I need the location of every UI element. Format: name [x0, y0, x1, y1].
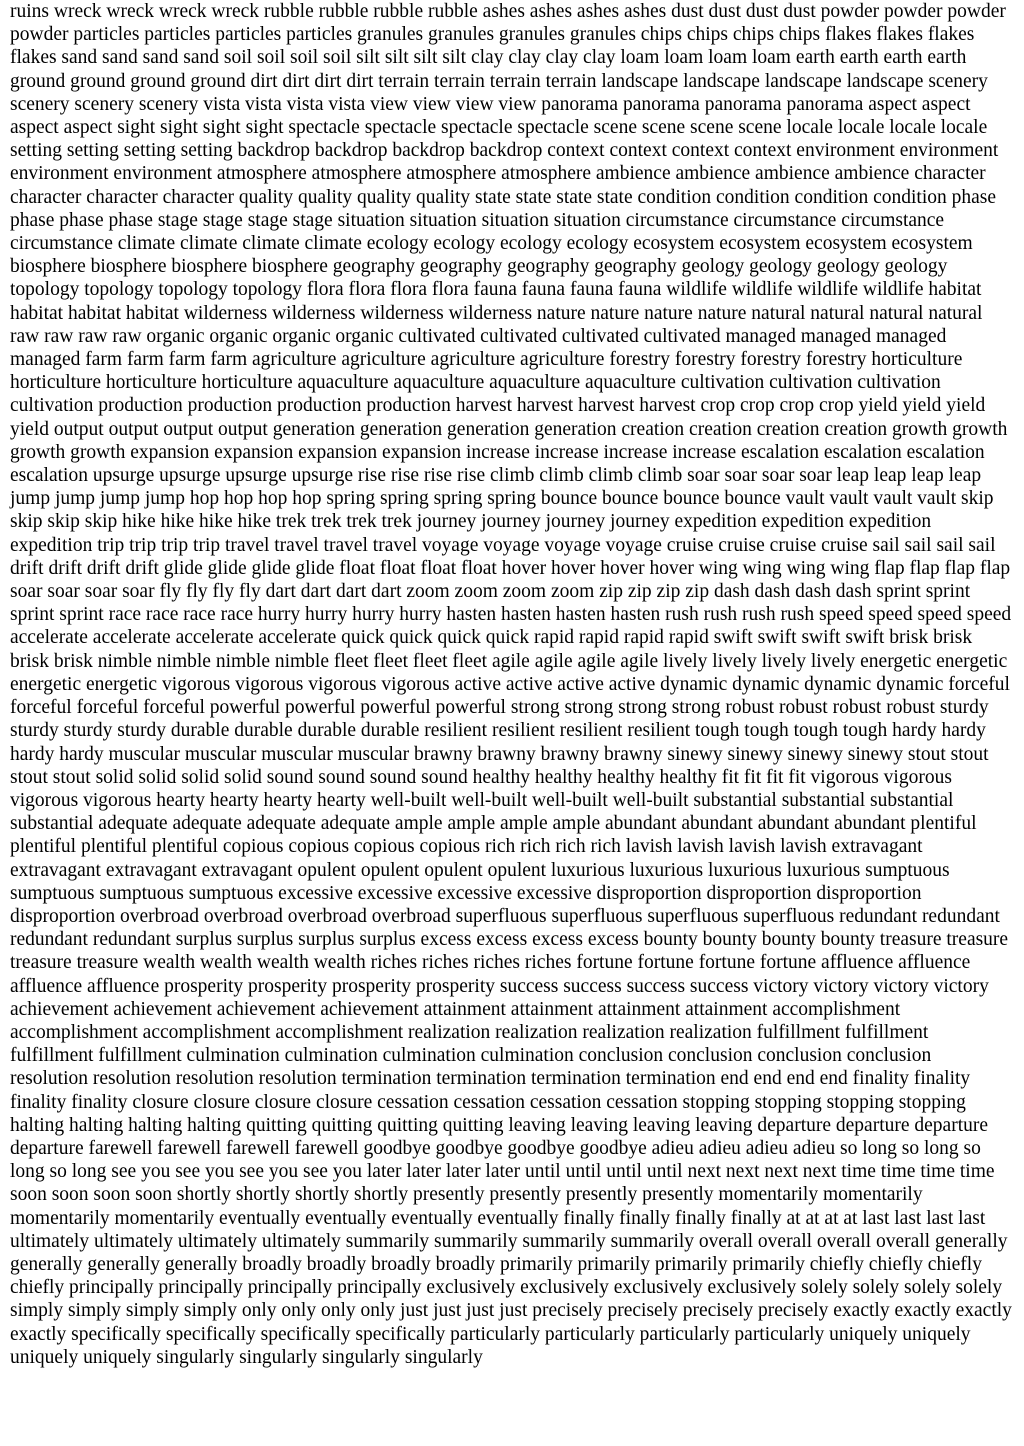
body-text: ruins wreck wreck wreck wreck rubble rubble rubble rubble ashes ashes ashes ashes dust dust dust dust powder powder powder powder particles particles particles particles granules granules granules granules chips chips chips chips flakes flakes flakes flakes sand sand sand sand soil soil soil soil silt silt silt silt clay clay clay clay loam loam loam loam earth earth earth earth ground ground ground ground dirt dirt dirt dirt terrain terrain terrain terrain landscape landscape landscape landscape scenery scenery scenery scenery vista vista vista vista view view view view panorama panorama panorama panorama aspect aspect aspect aspect sight sight sight sight spectacle spectacle spectacle spectacle scene scene scene scene locale locale locale locale setting setting setting setting backdrop backdrop backdrop backdrop context context context context environment environment environment environment atmosphere atmosphere atmosphere atmosphere ambience ambience ambience ambience character character character character quality quality quality quality state state state state condition condition condition condition phase phase phase phase stage stage stage stage situation situation situation situation circumstance circumstance circumstance circumstance climate climate climate climate ecology ecology ecology ecology ecosystem ecosystem ecosystem ecosystem biosphere biosphere biosphere biosphere geography geography geography geography geology geology geology geology topology topology topology topology flora flora flora flora fauna fauna fauna fauna wildlife wildlife wildlife wildlife habitat habitat habitat habitat wilderness wilderness wilderness wilderness nature nature nature nature natural natural natural natural raw raw raw raw organic organic organic organic cultivated cultivated cultivated cultivated managed managed managed managed farm farm farm farm agriculture agriculture agriculture agriculture forestry forestry forestry forestry horticulture horticulture horticulture horticulture aquaculture aquaculture aquaculture aquaculture cultivation cultivation cultivation cultivation production production production production harvest harvest harvest harvest crop crop crop crop yield yield yield yield output output output output generation generation generation generation creation creation creation creation growth growth growth growth expansion expansion expansion expansion increase increase increase increase escalation escalation escalation escalation upsurge upsurge upsurge upsurge rise rise rise rise climb climb climb climb soar soar soar soar leap leap leap leap jump jump jump jump hop hop hop hop spring spring spring spring bounce bounce bounce bounce vault vault vault vault skip skip skip skip hike hike hike hike trek trek trek trek journey journey journey journey expedition expedition expedition expedition trip trip trip trip travel travel travel travel voyage voyage voyage voyage cruise cruise cruise cruise sail sail sail sail drift drift drift drift glide glide glide glide float float float float hover hover hover hover wing wing wing wing flap flap flap flap soar soar soar soar fly fly fly fly dart dart dart dart zoom zoom zoom zoom zip zip zip zip dash dash dash dash sprint sprint sprint sprint race race race race hurry hurry hurry hurry hasten hasten hasten hasten rush rush rush rush speed speed speed speed accelerate accelerate accelerate accelerate quick quick quick quick rapid rapid rapid rapid swift swift swift swift brisk brisk brisk brisk nimble nimble nimble nimble fleet fleet fleet fleet agile agile agile agile lively lively lively lively energetic energetic energetic energetic vigorous vigorous vigorous vigorous active active active active dynamic dynamic dynamic dynamic forceful forceful forceful forceful powerful powerful powerful powerful strong strong strong strong robust robust robust robust sturdy sturdy sturdy sturdy durable durable durable durable resilient resilient resilient resilient tough tough tough tough hardy hardy hardy hardy muscular muscular muscular muscular brawny brawny brawny brawny sinewy sinewy sinewy sinewy stout stout stout stout solid solid solid solid sound sound sound sound healthy healthy healthy healthy fit fit fit fit vigorous vigorous vigorous vigorous hearty hearty hearty hearty well-built well-built well-built well-built substantial substantial substantial substantial adequate adequate adequate adequate ample ample ample ample abundant abundant abundant abundant plentiful plentiful plentiful plentiful copious copious copious copious rich rich rich rich lavish lavish lavish lavish extravagant extravagant extravagant extravagant opulent opulent opulent opulent luxurious luxurious luxurious luxurious sumptuous sumptuous sumptuous sumptuous excessive excessive excessive excessive disproportion disproportion disproportion disproportion overbroad overbroad overbroad overbroad superfluous superfluous superfluous superfluous redundant redundant redundant redundant surplus surplus surplus surplus excess excess excess excess bounty bounty bounty bounty treasure treasure treasure treasure wealth wealth wealth wealth riches riches riches riches fortune fortune fortune fortune affluence affluence affluence affluence prosperity prosperity prosperity prosperity success success success success victory victory victory victory achievement achievement achievement achievement attainment attainment attainment attainment accomplishment accomplishment accomplishment accomplishment realization realization realization realization fulfillment fulfillment fulfillment fulfillment culmination culmination culmination culmination conclusion conclusion conclusion conclusion resolution resolution resolution resolution termination termination termination termination end end end end finality finality finality finality closure closure closure closure cessation cessation cessation cessation stopping stopping stopping stopping halting halting halting halting quitting quitting quitting quitting leaving leaving leaving leaving departure departure departure departure farewell farewell farewell farewell goodbye goodbye goodbye goodbye adieu adieu adieu adieu so long so long so long so long see you see you see you see you later later later later until until until until next next next next time time time time soon soon soon soon shortly shortly shortly shortly presently presently presently presently momentarily momentarily momentarily momentarily eventually eventually eventually eventually finally finally finally finally at at at at last last last last ultimately ultimately ultimately ultimately summarily summarily summarily summarily overall overall overall overall generally generally generally generally broadly broadly broadly broadly primarily primarily primarily primarily chiefly chiefly chiefly chiefly principally principally principally principally exclusively exclusively exclusively exclusively solely solely solely solely simply simply simply simply only only only only just just just just precisely precisely precisely precisely exactly exactly exactly exactly specifically specifically specifically specifically particularly particularly particularly particularly uniquely uniquely uniquely uniquely singularly singularly singularly singularly	[10, 1, 1012, 1368]
